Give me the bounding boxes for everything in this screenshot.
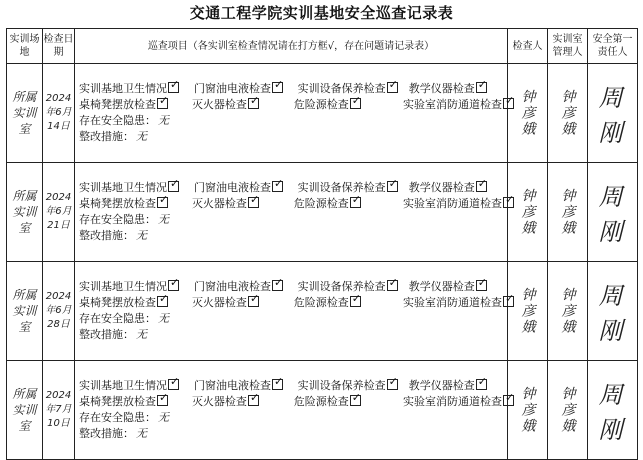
check-line-2 — [79, 295, 503, 311]
fix-label: 整改措施： — [79, 229, 134, 242]
manager-cell — [548, 361, 588, 460]
checkbox-checked[interactable] — [168, 181, 179, 192]
date-cell — [43, 262, 75, 361]
check-line-2 — [79, 97, 503, 113]
check-line-1 — [79, 378, 503, 394]
header-manager: 实训室管理人 — [548, 29, 588, 64]
fix-value: 无 — [136, 130, 147, 143]
checkbox-checked[interactable] — [168, 280, 179, 291]
manager-cell — [548, 262, 588, 361]
responsible-cell — [588, 64, 638, 163]
checkbox-checked[interactable] — [387, 379, 398, 390]
header-site: 实训场地 — [7, 29, 43, 64]
check-item-label: 实训基地卫生情况 — [79, 181, 167, 194]
inspection-table — [6, 28, 638, 460]
check-item-label: 灭火器检查 — [191, 98, 247, 111]
header-date: 检查日期 — [43, 29, 75, 64]
checkbox-checked[interactable] — [248, 98, 259, 109]
checkbox-checked[interactable] — [157, 395, 168, 406]
check-item-label: 实训设备保养检查 — [297, 82, 386, 95]
checkbox-checked[interactable] — [157, 197, 168, 208]
hazard-value: 无 — [158, 114, 169, 127]
check-item-label: 灭火器检查 — [191, 197, 247, 210]
check-item-label: 教学仪器检查 — [408, 181, 475, 194]
fix-label: 整改措施： — [79, 130, 134, 143]
check-item-label: 危险源检查 — [293, 197, 349, 210]
inspector-signature: 钟彦娥 — [519, 89, 536, 137]
checkbox-checked[interactable] — [503, 296, 514, 307]
fix-line — [79, 129, 503, 145]
checkbox-checked[interactable] — [272, 280, 283, 291]
check-item-label: 实验室消防通道检查 — [403, 296, 502, 309]
checkbox-checked[interactable] — [248, 296, 259, 307]
date-text: 2024年6月28日 — [45, 291, 72, 330]
responsible-signature: 周刚 — [598, 282, 627, 345]
hazard-line — [79, 212, 503, 228]
check-item-label: 教学仪器检查 — [408, 379, 475, 392]
table-row — [7, 64, 638, 163]
responsible-cell — [588, 163, 638, 262]
check-item-label: 桌椅凳摆放检查 — [79, 98, 156, 111]
check-item-label: 门窗油电液检查 — [193, 82, 271, 95]
hazard-line — [79, 311, 503, 327]
inspector-signature: 钟彦娥 — [519, 287, 536, 335]
checkbox-checked[interactable] — [272, 379, 283, 390]
check-item-label: 桌椅凳摆放检查 — [79, 197, 156, 210]
hazard-label: 存在安全隐患： — [79, 114, 156, 127]
check-line-2 — [79, 394, 503, 410]
fix-value: 无 — [136, 229, 147, 242]
manager-signature: 钟彦娥 — [559, 89, 576, 137]
responsible-signature: 周刚 — [598, 183, 627, 246]
hazard-label: 存在安全隐患： — [79, 411, 156, 424]
site-cell — [7, 361, 43, 460]
header-responsible: 安全第一责任人 — [588, 29, 638, 64]
hazard-line — [79, 410, 503, 426]
site-text: 所属实训室 — [12, 288, 37, 334]
check-item-label: 实训基地卫生情况 — [79, 379, 167, 392]
check-item-label: 实验室消防通道检查 — [403, 197, 502, 210]
site-cell — [7, 163, 43, 262]
site-cell — [7, 64, 43, 163]
hazard-label: 存在安全隐患： — [79, 312, 156, 325]
checkbox-checked[interactable] — [272, 181, 283, 192]
checkbox-checked[interactable] — [350, 197, 361, 208]
check-item-label: 实训设备保养检查 — [297, 181, 386, 194]
checkbox-checked[interactable] — [503, 197, 514, 208]
inspector-signature: 钟彦娥 — [519, 386, 536, 434]
manager-cell — [548, 64, 588, 163]
date-text: 2024年6月14日 — [45, 93, 72, 132]
date-text: 2024年7月10日 — [45, 390, 72, 429]
inspector-cell — [508, 262, 548, 361]
manager-cell — [548, 163, 588, 262]
checkbox-checked[interactable] — [387, 181, 398, 192]
table-row — [7, 262, 638, 361]
check-line-1 — [79, 180, 503, 196]
manager-signature: 钟彦娥 — [559, 287, 576, 335]
check-item-label: 门窗油电液检查 — [193, 181, 271, 194]
date-text: 2024年6月21日 — [45, 192, 72, 231]
header-row — [7, 29, 638, 64]
fix-value: 无 — [136, 427, 147, 440]
site-text: 所属实训室 — [12, 387, 37, 433]
date-cell — [43, 361, 75, 460]
site-text: 所属实训室 — [12, 189, 37, 235]
checkbox-checked[interactable] — [350, 98, 361, 109]
manager-signature: 钟彦娥 — [559, 386, 576, 434]
document-title: 交通工程学院实训基地安全巡查记录表 — [189, 4, 454, 22]
check-item-label: 实训设备保养检查 — [297, 280, 386, 293]
table-row — [7, 163, 638, 262]
checkbox-checked[interactable] — [168, 379, 179, 390]
checkbox-checked[interactable] — [168, 82, 179, 93]
checkbox-checked[interactable] — [350, 296, 361, 307]
date-cell — [43, 163, 75, 262]
fix-line — [79, 327, 503, 343]
check-item-label: 实验室消防通道检查 — [403, 98, 502, 111]
responsible-signature: 周刚 — [598, 84, 627, 147]
check-line-1 — [79, 81, 503, 97]
checkbox-checked[interactable] — [272, 82, 283, 93]
checkbox-checked[interactable] — [248, 395, 259, 406]
checkbox-checked[interactable] — [387, 280, 398, 291]
check-item-label: 危险源检查 — [293, 395, 349, 408]
hazard-line — [79, 113, 503, 129]
check-item-label: 桌椅凳摆放检查 — [79, 395, 156, 408]
checkbox-checked[interactable] — [476, 379, 487, 390]
checkbox-checked[interactable] — [387, 82, 398, 93]
inspector-cell — [508, 64, 548, 163]
items-cell — [75, 64, 508, 163]
fix-label: 整改措施： — [79, 427, 134, 440]
header-items: 巡查项目（各实训室检查情况请在打方框√，存在问题请记录表） — [75, 29, 508, 64]
hazard-value: 无 — [158, 312, 169, 325]
site-cell — [7, 262, 43, 361]
checkbox-checked[interactable] — [476, 280, 487, 291]
check-item-label: 门窗油电液检查 — [193, 379, 271, 392]
items-cell — [75, 262, 508, 361]
checkbox-checked[interactable] — [157, 98, 168, 109]
check-item-label: 实训基地卫生情况 — [79, 82, 167, 95]
site-text: 所属实训室 — [12, 90, 37, 136]
check-item-label: 教学仪器检查 — [408, 280, 475, 293]
checkbox-checked[interactable] — [157, 296, 168, 307]
check-item-label: 教学仪器检查 — [408, 82, 475, 95]
items-cell — [75, 361, 508, 460]
inspector-cell — [508, 361, 548, 460]
hazard-value: 无 — [158, 411, 169, 424]
checkbox-checked[interactable] — [476, 181, 487, 192]
check-item-label: 灭火器检查 — [191, 296, 247, 309]
checkbox-checked[interactable] — [476, 82, 487, 93]
check-item-label: 门窗油电液检查 — [193, 280, 271, 293]
check-item-label: 实训设备保养检查 — [297, 379, 386, 392]
check-item-label: 实训基地卫生情况 — [79, 280, 167, 293]
table-row — [7, 361, 638, 460]
responsible-cell — [588, 361, 638, 460]
check-item-label: 危险源检查 — [293, 296, 349, 309]
checkbox-checked[interactable] — [248, 197, 259, 208]
date-cell — [43, 64, 75, 163]
header-inspector: 检查人 — [508, 29, 548, 64]
fix-line — [79, 228, 503, 244]
check-line-1 — [79, 279, 503, 295]
fix-line — [79, 426, 503, 442]
hazard-label: 存在安全隐患： — [79, 213, 156, 226]
fix-value: 无 — [136, 328, 147, 341]
fix-label: 整改措施： — [79, 328, 134, 341]
checkbox-checked[interactable] — [503, 98, 514, 109]
check-item-label: 实验室消防通道检查 — [403, 395, 502, 408]
check-item-label: 危险源检查 — [293, 98, 349, 111]
responsible-signature: 周刚 — [598, 381, 627, 444]
check-line-2 — [79, 196, 503, 212]
check-item-label: 桌椅凳摆放检查 — [79, 296, 156, 309]
responsible-cell — [588, 262, 638, 361]
hazard-value: 无 — [158, 213, 169, 226]
inspector-signature: 钟彦娥 — [519, 188, 536, 236]
checkbox-checked[interactable] — [503, 395, 514, 406]
checkbox-checked[interactable] — [350, 395, 361, 406]
check-item-label: 灭火器检查 — [191, 395, 247, 408]
manager-signature: 钟彦娥 — [559, 188, 576, 236]
items-cell — [75, 163, 508, 262]
inspector-cell — [508, 163, 548, 262]
